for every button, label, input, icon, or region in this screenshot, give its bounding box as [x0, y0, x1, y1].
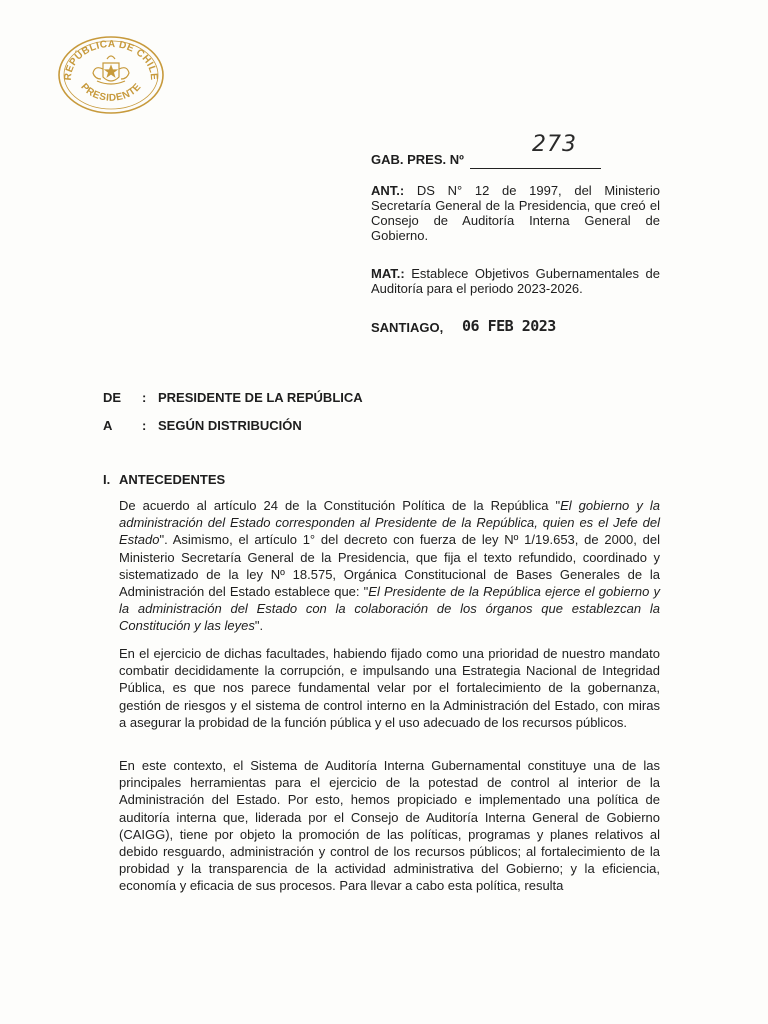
p1-part-a: De acuerdo al artículo 24 de la Constitución Política de la República " [119, 498, 561, 513]
gab-pres-label: GAB. PRES. Nº [371, 152, 464, 167]
gab-number-handwritten: 273 [532, 132, 577, 157]
paragraph-2: En el ejercicio de dichas facultades, habiendo fijado como una prioridad de nuestro mandato combatir decididamente la corrupción, e impulsando una Estrategia Nacional de Integridad Pública, es que nos parece fundamental velar por el fortalecimiento de la gobernanza, gestión de riesgos y el sistema de control interno en la Administración del Estado, con miras a asegurar la probidad de la función pública y el uso adecuado de los recursos públicos. [119, 646, 660, 730]
from-value: PRESIDENTE DE LA REPÚBLICA [158, 390, 363, 405]
p1-quote-law: El Presidente de la República ejerce el gobierno y la administración del Estado con la colaboración de los órganos que establezcan la Constitución y las leyes [119, 584, 661, 634]
seal-emblem-icon [57, 35, 165, 115]
p1-part-c: ". Asimismo, el artículo 1° del decreto con fuerza de ley Nº 1/19.653, de 2000, del Ministerio Secretaría General de la Presidencia, que fija el texto refundido, coordinado y sistematizado de la ley Nº 18.575, Orgánica Constitucional de Bases Generales de la Administración del Estado establece que: " [119, 532, 660, 600]
ant-text: DS N° 12 de 1997, del Ministerio Secretaría General de la Presidencia, que creó el Consejo de Auditoría Interna General de Gobierno. [371, 183, 660, 243]
gab-number-underline [470, 168, 601, 169]
place-label: SANTIAGO, [371, 320, 444, 335]
p1-part-e: ". [254, 618, 264, 634]
to-value: SEGÚN DISTRIBUCIÓN [158, 418, 302, 433]
from-label: DE [103, 390, 122, 405]
to-separator: : [142, 418, 147, 433]
mat-label: MAT.: [371, 266, 405, 281]
ant-label: ANT.: [371, 183, 405, 198]
seal-bottom-text: PRESIDENTE [78, 81, 144, 104]
section-title: ANTECEDENTES [119, 472, 226, 487]
mat-text: Establece Objetivos Gubernamentales de Auditoría para el periodo 2023-2026. [371, 266, 660, 296]
mat-block [371, 266, 660, 296]
paragraph-3: En este contexto, el Sistema de Auditoría Interna Gubernamental constituye una de las principales herramientas para el ejercicio de la potestad de control al interior de la Administración del Estado. Por esto, hemos propiciado e implementado una política de auditoría interna que, liderada por el Consejo de Auditoría Interna General de Gobierno (CAIGG), tiene por objeto la promoción de las políticas, programas y planes relativos al debido resguardo, administración y control de los recursos públicos; al fortalecimiento de la probidad y la transparencia de la actividad administrativa del Gobierno; y la eficiencia, economía y eficacia de sus procesos. Para llevar a cabo esta política, resulta [119, 758, 660, 894]
to-label: A [103, 418, 113, 433]
p1-quote-constitution: El gobierno y la administración del Estado corresponden al Presidente de la República, quien es el Jefe del Estado [119, 498, 660, 548]
date-stamp: 06 FEB 2023 [462, 317, 556, 335]
from-separator: : [142, 390, 147, 405]
paragraph-1 [119, 497, 660, 635]
seal-top-text: REPÚBLICA DE CHILE [62, 38, 160, 81]
presidential-seal [57, 35, 165, 115]
ant-block [371, 183, 660, 243]
section-number: I. [103, 472, 111, 487]
